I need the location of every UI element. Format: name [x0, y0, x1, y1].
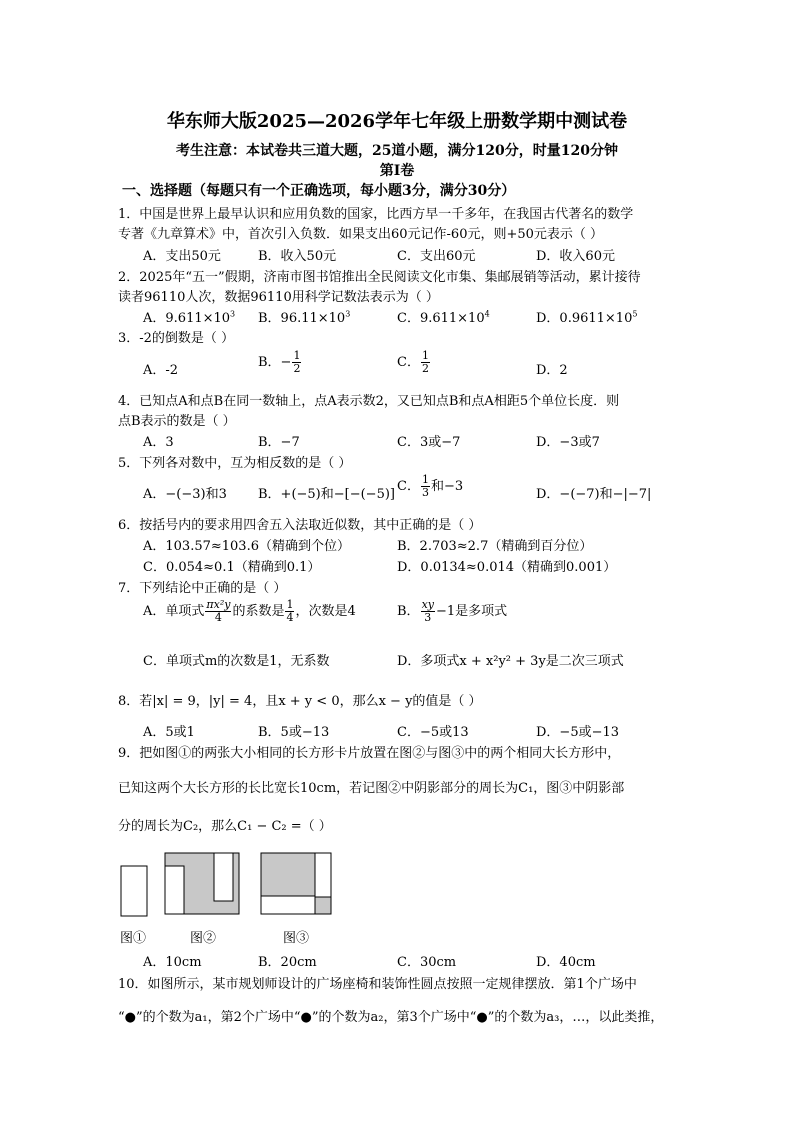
q5-option-d: D．−(−7)和−|−7|: [536, 487, 652, 502]
q4-option-a: A．3: [143, 435, 174, 450]
q8-option-b: B．5或−13: [258, 725, 330, 740]
q10-line1: 10．如图所示，某市规划师设计的广场座椅和装饰性圆点按照一定规律摆放．第1个广场中: [118, 977, 637, 992]
q3-stem: 3．-2的倒数是（ ）: [118, 331, 235, 346]
q5-option-b: B．+(−5)和−[−(−5)]: [258, 487, 395, 502]
q9-option-d: D．40cm: [536, 955, 596, 970]
q2-option-d: D．$0.9611\times 10^5$: [536, 309, 638, 326]
q2-line1: 2．2025年“五一”假期，济南市图书馆推出全民阅读文化市集、集邮展销等活动，累计接待: [118, 270, 641, 285]
q1-option-a: A．支出50元: [143, 249, 221, 264]
q6-option-b: B．2.703≈2.7（精确到百分位）: [397, 539, 593, 554]
q4-option-c: C．3或−7: [397, 435, 461, 450]
q8-option-a: A．5或1: [143, 725, 195, 740]
q2-option-a: A．$9.611\times 10^3$: [143, 309, 236, 326]
q1-option-c: C．支出60元: [397, 249, 476, 264]
q9-line3: 分的周长为C₂，那么C₁ − C₂ =（ ）: [118, 819, 332, 834]
q6-option-c: C．0.054≈0.1（精确到0.1）: [143, 560, 321, 575]
q1-line1: 1．中国是世界上最早认识和应用负数的国家，比西方早一千多年，在我国古代著名的数学: [118, 207, 634, 222]
exam-notice: 考生注意：本试卷共三道大题，25道小题，满分120分，时量120分钟: [176, 143, 618, 159]
q6-option-d: D．0.0134≈0.014（精确到0.001）: [397, 560, 617, 575]
q9-option-a: A．10cm: [143, 955, 202, 970]
q8-stem: 8．若|x| = 9，|y| = 4，且x + y < 0，那么x − y的值是（ ）: [118, 694, 482, 709]
figure-1: [120, 865, 150, 917]
part-heading: 第Ⅰ卷: [379, 163, 415, 179]
q8-option-c: C．−5或13: [397, 725, 469, 740]
section-heading: 一、选择题（每题只有一个正确选项，每小题3分，满分30分）: [122, 183, 516, 199]
q1-line2: 专著《九章算术》中，首次引入负数．如果支出60元记作-60元，则+50元表示（ ）: [118, 227, 604, 242]
q2-line2: 读者96110人次，数据96110用科学记数法表示为（ ）: [118, 290, 439, 305]
figure-2-label: 图②: [190, 931, 217, 946]
figure-1-label: 图①: [120, 931, 147, 946]
q4-option-d: D．−3或7: [536, 435, 600, 450]
q6-option-a: A．103.57≈103.6（精确到个位）: [143, 539, 350, 554]
q3-option-b: B．− $\frac{1}{2}$: [258, 349, 301, 375]
q10-line2: “●”的个数为a₁，第2个广场中“●”的个数为a₂，第3个广场中“●”的个数为a₃，…，以此类推，: [118, 1010, 664, 1025]
q2-option-c: C．$9.611\times 10^4$: [397, 309, 490, 326]
page-title: 华东师大版2025—2026学年七年级上册数学期中测试卷: [166, 111, 628, 132]
q6-stem: 6．按括号内的要求用四舍五入法取近似数，其中正确的是（ ）: [118, 518, 482, 533]
figure-2: [164, 852, 242, 916]
q4-option-b: B．−7: [258, 435, 300, 450]
q1-option-d: D．收入60元: [536, 249, 615, 264]
figure-3: [260, 852, 334, 916]
q3-option-d: D．2: [536, 363, 568, 378]
q7-option-d: D．多项式x + x²y² + 3y是二次三项式: [397, 654, 624, 669]
q7-option-b: B． $\frac{xy}{3}$ −1是多项式: [397, 598, 508, 624]
q2-option-b: B．$96.11\times 10^3$: [258, 309, 351, 326]
q3-option-a: A．-2: [143, 363, 179, 378]
q7-stem: 7．下列结论中正确的是（ ）: [118, 581, 287, 596]
q9-option-c: C．30cm: [397, 955, 457, 970]
q7-option-a: A．单项式 $\frac{\text{πx²y}}{4}$ 的系数是 $\frac{1}{4}$ ，次数是4: [143, 598, 356, 624]
q5-option-a: A．−(−3)和3: [143, 487, 227, 502]
q4-line2: 点B表示的数是（ ）: [118, 414, 236, 429]
q7-option-c: C．单项式m的次数是1，无系数: [143, 654, 330, 669]
q4-line1: 4．已知点A和点B在同一数轴上，点A表示数2，又已知点B和点A相距5个单位长度．则: [118, 394, 620, 409]
q3-option-c: C． $\frac{1}{2}$: [397, 349, 429, 375]
q9-line2: 已知这两个大长方形的长比宽长10cm，若记图②中阴影部分的周长为C₁，图③中阴影部: [118, 781, 625, 796]
q8-option-d: D．−5或−13: [536, 725, 620, 740]
q5-option-c: C． $\frac{1}{3}$ 和−3: [397, 473, 464, 499]
figure-3-label: 图③: [283, 931, 310, 946]
q5-stem: 5．下列各对数中，互为相反数的是（ ）: [118, 456, 352, 471]
q9-line1: 9．把如图①的两张大小相同的长方形卡片放置在图②与图③中的两个相同大长方形中，: [118, 746, 621, 761]
q1-option-b: B．收入50元: [258, 249, 337, 264]
q9-option-b: B．20cm: [258, 955, 317, 970]
